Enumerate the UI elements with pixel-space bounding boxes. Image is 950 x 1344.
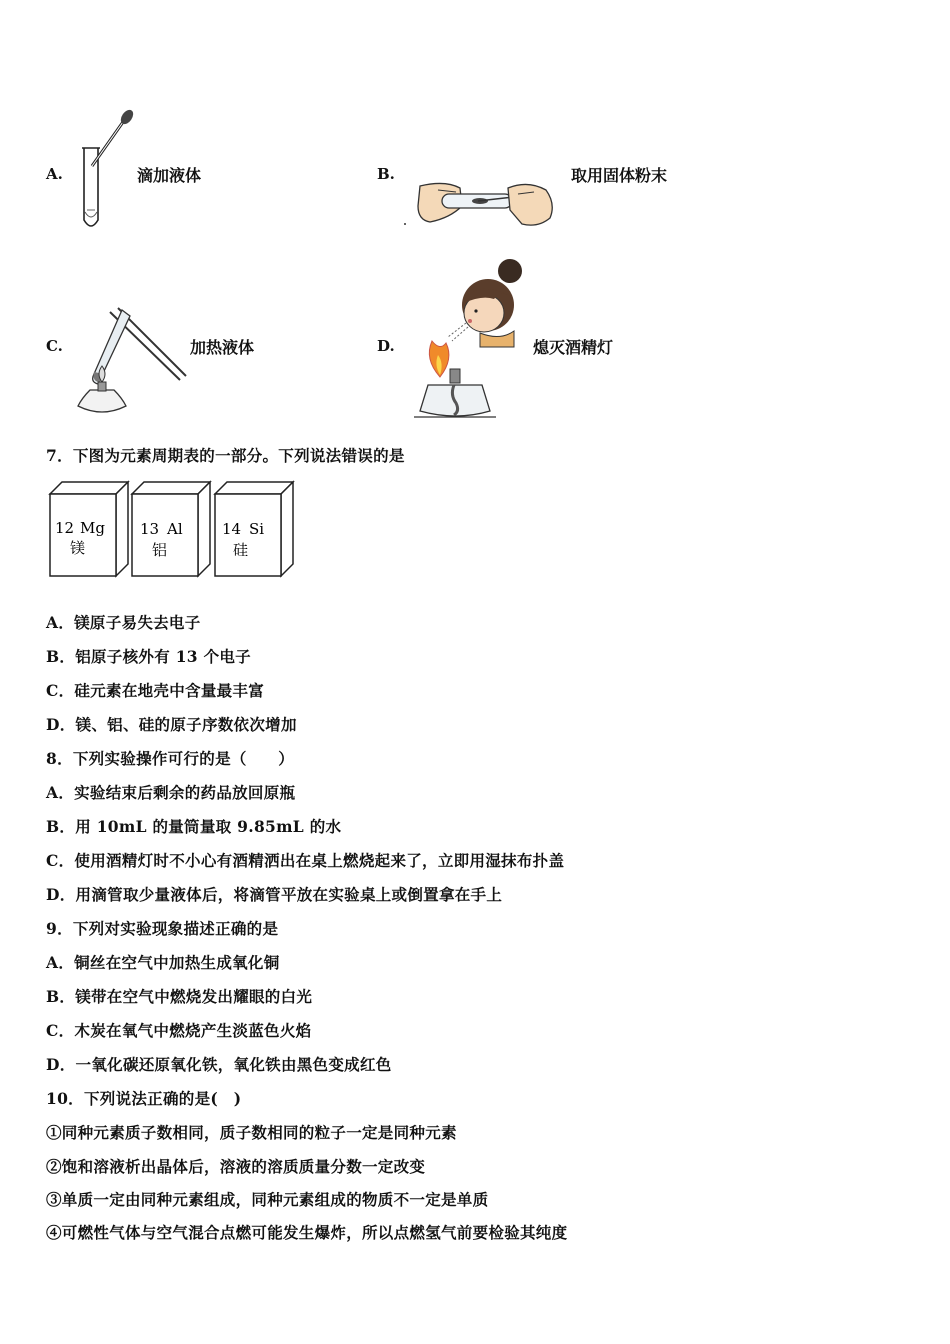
q10-statement: ①同种元素质子数相同，质子数相同的粒子一定是同种元素	[46, 1123, 457, 1142]
q10-statement: ④可燃性气体与空气混合点燃可能发生爆炸，所以点燃氢气前要检验其纯度	[46, 1223, 568, 1242]
q8-option: D．用滴管取少量液体后，将滴管平放在实验桌上或倒置拿在手上	[46, 885, 503, 904]
q9-option: C．木炭在氧气中燃烧产生淡蓝色火焰	[46, 1021, 312, 1040]
option-a-caption: 滴加液体	[137, 166, 202, 185]
q7-option: C．硅元素在地壳中含量最丰富	[46, 681, 265, 700]
option-b-letter: B.	[377, 165, 395, 183]
q9-option: A．铜丝在空气中加热生成氧化铜	[46, 953, 280, 972]
hands-test-tube-illustration	[400, 176, 560, 236]
option-c-letter: C.	[46, 337, 63, 355]
q10-stem: 10．下列说法正确的是( )	[46, 1089, 242, 1108]
element-name: 铝	[152, 541, 168, 559]
q8-stem: 8．下列实验操作可行的是（ ）	[46, 749, 295, 768]
periodic-table-fragment	[46, 480, 302, 580]
element-number: 14	[222, 520, 242, 538]
q7-stem: 7．下图为元素周期表的一部分。下列说法错误的是	[46, 446, 405, 465]
blowing-lamp-illustration	[410, 255, 530, 421]
q8-option: C．使用酒精灯时不小心有酒精洒出在桌上燃烧起来了，立即用湿抹布扑盖	[46, 851, 565, 870]
element-name: 硅	[233, 541, 249, 559]
element-symbol: Si	[249, 520, 265, 538]
element-number: 12	[55, 519, 75, 537]
q8-option: B．用 10mL 的量筒量取 9.85mL 的水	[46, 817, 342, 836]
element-symbol: Al	[167, 520, 183, 538]
q10-statement: ③单质一定由同种元素组成，同种元素组成的物质不一定是单质	[46, 1190, 489, 1209]
q10-statement: ②饱和溶液析出晶体后，溶液的溶质质量分数一定改变	[46, 1157, 426, 1176]
option-d-caption: 熄灭酒精灯	[533, 338, 614, 357]
option-a-letter: A.	[46, 165, 63, 183]
heating-liquid-illustration	[70, 302, 190, 420]
q8-option: A．实验结束后剩余的药品放回原瓶	[46, 783, 296, 802]
q9-option: D．一氧化碳还原氧化铁，氧化铁由黑色变成红色	[46, 1055, 392, 1074]
element-name: 镁	[70, 539, 86, 557]
element-symbol: Mg	[80, 519, 105, 537]
dropper-test-tube-illustration	[78, 108, 138, 236]
option-b-caption: 取用固体粉末	[571, 166, 668, 185]
q9-option: B．镁带在空气中燃烧发出耀眼的白光	[46, 987, 313, 1006]
element-number: 13	[140, 520, 160, 538]
q7-option: D．镁、铝、硅的原子序数依次增加	[46, 715, 297, 734]
q7-option: A．镁原子易失去电子	[46, 613, 201, 632]
option-d-letter: D.	[377, 337, 395, 355]
q9-stem: 9．下列对实验现象描述正确的是	[46, 919, 279, 938]
option-c-caption: 加热液体	[190, 338, 255, 357]
q7-option: B．铝原子核外有 13 个电子	[46, 647, 251, 666]
